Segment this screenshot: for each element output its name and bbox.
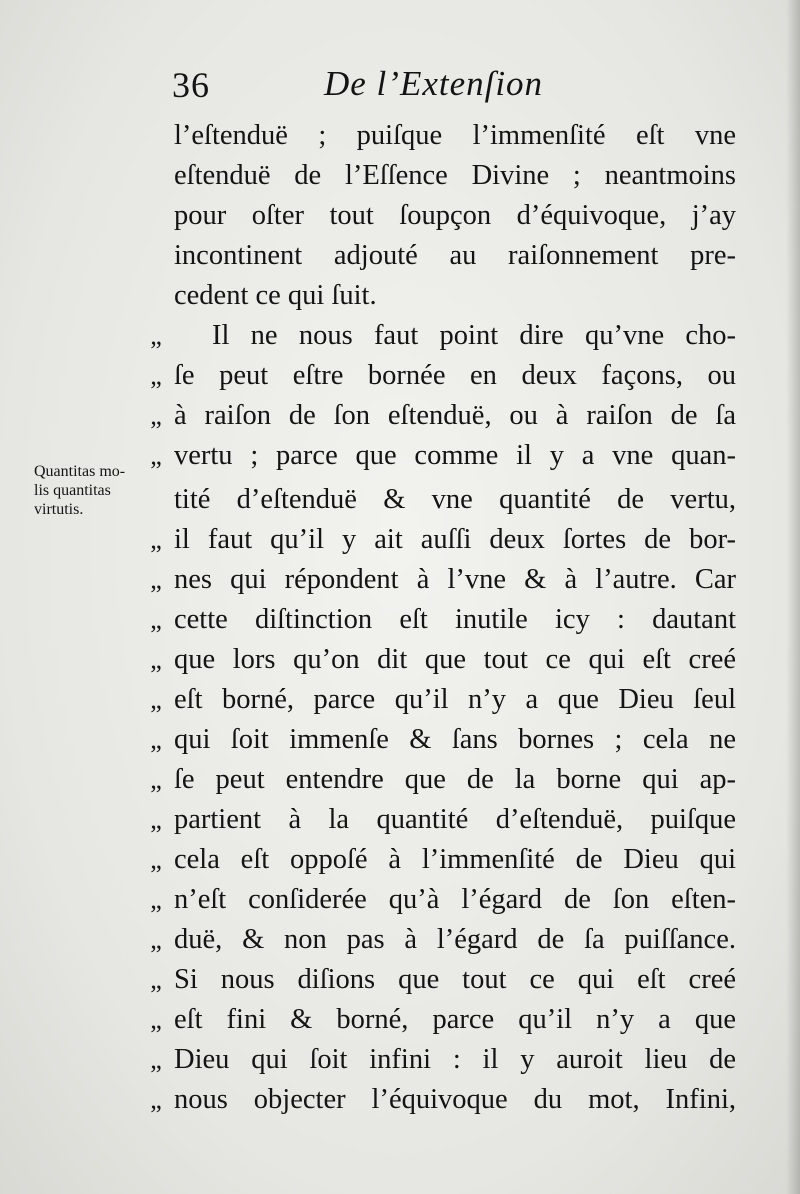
text-line: eſtenduë de l’Eſſence Divine ; neantmoins <box>174 160 736 191</box>
running-title: De l’Extenſion <box>324 64 544 103</box>
text-line: eſt fini & borné, parce qu’il n’y a que <box>174 1004 736 1035</box>
quotation-mark: „ <box>150 1085 162 1114</box>
quotation-mark: „ <box>150 805 162 834</box>
page-header <box>172 60 752 110</box>
text-line: cela eſt oppoſé à l’immenſité de Dieu qui <box>174 844 736 875</box>
text-line: Si nous diſions que tout ce qui eſt creé <box>174 964 736 995</box>
text-line: Il ne nous faut point dire qu’vne cho- <box>212 320 736 351</box>
page-number: 36 <box>172 65 210 105</box>
quotation-mark: „ <box>150 685 162 714</box>
quotation-mark: „ <box>150 441 162 470</box>
text-line: incontinent adjouté au raiſonnement pre- <box>174 240 736 271</box>
text-line: ſe peut eſtre bornée en deux façons, ou <box>174 360 736 391</box>
quotation-mark: „ <box>150 605 162 634</box>
page-edge-shadow <box>786 0 800 1194</box>
quotation-mark: „ <box>150 321 162 350</box>
quotation-mark: „ <box>150 765 162 794</box>
quotation-mark: „ <box>150 845 162 874</box>
quotation-mark: „ <box>150 725 162 754</box>
text-line: cette diſtinction eſt inutile icy : dautant <box>174 604 736 635</box>
text-line: partient à la quantité d’eſtenduë, puiſque <box>174 804 736 835</box>
quotation-mark: „ <box>150 401 162 430</box>
text-line: Dieu qui ſoit infini : il y auroit lieu de <box>174 1044 736 1075</box>
margin-note-line: Quantitas mo- <box>34 463 126 480</box>
quotation-mark: „ <box>150 525 162 554</box>
text-line: eſt borné, parce qu’il n’y a que Dieu ſeul <box>174 684 736 715</box>
text-line: ſe peut entendre que de la borne qui ap- <box>174 764 736 795</box>
text-line: il faut qu’il y ait auſſi deux ſortes de bor- <box>174 524 736 555</box>
text-line: qui ſoit immenſe & ſans bornes ; cela ne <box>174 724 736 755</box>
quotation-mark: „ <box>150 925 162 954</box>
quotation-mark: „ <box>150 1005 162 1034</box>
text-line: n’eſt conſiderée qu’à l’égard de ſon eſten- <box>174 884 736 915</box>
text-line: duë, & non pas à l’égard de ſa puiſſance. <box>174 924 736 955</box>
quotation-mark: „ <box>150 1045 162 1074</box>
margin-note-line: lis quantitas <box>34 482 111 499</box>
text-line: tité d’eſtenduë & vne quantité de vertu, <box>174 484 736 515</box>
margin-note-line: virtutis. <box>34 501 84 518</box>
quotation-mark: „ <box>150 361 162 390</box>
text-line: vertu ; parce que comme il y a vne quan- <box>174 440 736 471</box>
quotation-mark: „ <box>150 965 162 994</box>
text-line: nous objecter l’équivoque du mot, Infini, <box>174 1084 736 1115</box>
quotation-mark: „ <box>150 645 162 674</box>
quotation-mark: „ <box>150 885 162 914</box>
text-line: que lors qu’on dit que tout ce qui eſt creé <box>174 644 736 675</box>
text-line: pour oſter tout ſoupçon d’équivoque, j’ay <box>174 200 736 231</box>
text-line: cedent ce qui ſuit. <box>174 280 377 311</box>
text-line: l’eſtenduë ; puiſque l’immenſité eſt vne <box>174 120 736 151</box>
quotation-mark: „ <box>150 565 162 594</box>
text-line: nes qui répondent à l’vne & à l’autre. Car <box>174 564 736 595</box>
text-line: à raiſon de ſon eſtenduë, ou à raiſon de ſa <box>174 400 736 431</box>
